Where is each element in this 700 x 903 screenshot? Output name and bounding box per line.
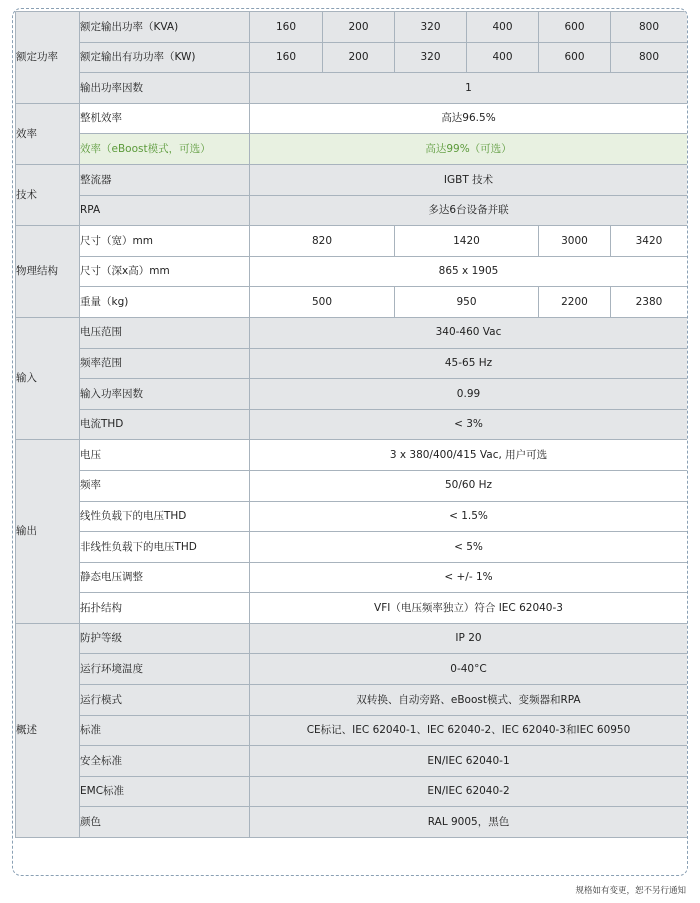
value-cell: 1 <box>250 73 688 104</box>
table-row <box>16 654 688 685</box>
value-cell: 双转换、自动旁路、eBoost模式、变频器和RPA <box>250 685 688 716</box>
row-label: 频率 <box>80 470 250 501</box>
value-cell: 1420 <box>395 226 539 257</box>
row-label: 额定输出有功功率（KW) <box>80 42 250 73</box>
category-cell: 效率 <box>16 103 80 164</box>
row-label: 非线性负载下的电压THD <box>80 532 250 563</box>
table-row <box>16 501 688 532</box>
row-label: 安全标准 <box>80 746 250 777</box>
table-row <box>16 317 688 348</box>
table-row <box>16 623 688 654</box>
value-cell: 800 <box>611 42 688 73</box>
row-label: 颜色 <box>80 807 250 838</box>
table-row <box>16 807 688 838</box>
table-row <box>16 440 688 471</box>
table-row <box>16 12 688 43</box>
table-row <box>16 776 688 807</box>
table-row <box>16 593 688 624</box>
row-label: 标准 <box>80 715 250 746</box>
value-cell: IGBT 技术 <box>250 164 688 195</box>
category-cell: 输入 <box>16 317 80 439</box>
value-cell: 0.99 <box>250 379 688 410</box>
value-cell: 865 x 1905 <box>250 256 688 287</box>
row-label: 线性负载下的电压THD <box>80 501 250 532</box>
table-row <box>16 226 688 257</box>
row-label: 重量（kg) <box>80 287 250 318</box>
value-cell: 200 <box>323 42 395 73</box>
category-cell: 技术 <box>16 164 80 225</box>
value-cell: 160 <box>250 42 323 73</box>
value-cell: 高达96.5% <box>250 103 688 134</box>
row-label: 电压 <box>80 440 250 471</box>
value-cell: 3 x 380/400/415 Vac, 用户可选 <box>250 440 688 471</box>
table-row <box>16 685 688 716</box>
spec-table <box>15 11 688 838</box>
row-label: 输出功率因数 <box>80 73 250 104</box>
value-cell: EN/IEC 62040-1 <box>250 746 688 777</box>
table-row <box>16 409 688 440</box>
value-cell: IP 20 <box>250 623 688 654</box>
value-cell: < +/- 1% <box>250 562 688 593</box>
row-label: 效率（eBoost模式，可选） <box>80 134 250 165</box>
value-cell: 320 <box>395 12 467 43</box>
spec-sheet-frame <box>12 8 688 876</box>
value-cell: 600 <box>539 12 611 43</box>
value-cell: 340-460 Vac <box>250 317 688 348</box>
row-label: 频率范围 <box>80 348 250 379</box>
value-cell: 50/60 Hz <box>250 470 688 501</box>
row-label: RPA <box>80 195 250 226</box>
value-cell: 45-65 Hz <box>250 348 688 379</box>
table-row <box>16 348 688 379</box>
row-label: 运行环境温度 <box>80 654 250 685</box>
value-cell: EN/IEC 62040-2 <box>250 776 688 807</box>
value-cell: CE标记、IEC 62040-1、IEC 62040-2、IEC 62040-3和IEC 60950 <box>250 715 688 746</box>
value-cell: 200 <box>323 12 395 43</box>
footnote: 规格如有变更，恕不另行通知 <box>575 886 686 896</box>
value-cell: 500 <box>250 287 395 318</box>
table-row <box>16 746 688 777</box>
value-cell: 0-40°C <box>250 654 688 685</box>
value-cell: 多达6台设备并联 <box>250 195 688 226</box>
category-cell: 输出 <box>16 440 80 624</box>
value-cell: 950 <box>395 287 539 318</box>
value-cell: 2200 <box>539 287 611 318</box>
table-row <box>16 470 688 501</box>
table-row <box>16 103 688 134</box>
row-label: 防护等级 <box>80 623 250 654</box>
row-label: 静态电压调整 <box>80 562 250 593</box>
value-cell: 400 <box>467 12 539 43</box>
row-label: 输入功率因数 <box>80 379 250 410</box>
table-row <box>16 379 688 410</box>
value-cell: 400 <box>467 42 539 73</box>
value-cell: < 3% <box>250 409 688 440</box>
row-label: EMC标准 <box>80 776 250 807</box>
table-row <box>16 715 688 746</box>
table-row <box>16 532 688 563</box>
table-row <box>16 42 688 73</box>
value-cell: 320 <box>395 42 467 73</box>
row-label: 额定输出功率（KVA) <box>80 12 250 43</box>
value-cell: 3000 <box>539 226 611 257</box>
row-label: 尺寸（深x高）mm <box>80 256 250 287</box>
value-cell: VFI（电压频率独立）符合 IEC 62040-3 <box>250 593 688 624</box>
row-label: 拓扑结构 <box>80 593 250 624</box>
row-label: 电压范围 <box>80 317 250 348</box>
category-cell: 物理结构 <box>16 226 80 318</box>
table-row <box>16 562 688 593</box>
value-cell: 高达99%（可选） <box>250 134 688 165</box>
row-label: 电流THD <box>80 409 250 440</box>
table-row <box>16 73 688 104</box>
row-label: 尺寸（宽）mm <box>80 226 250 257</box>
row-label: 运行模式 <box>80 685 250 716</box>
row-label: 整机效率 <box>80 103 250 134</box>
category-cell: 额定功率 <box>16 12 80 104</box>
table-row <box>16 195 688 226</box>
row-label: 整流器 <box>80 164 250 195</box>
table-row-highlight <box>16 134 688 165</box>
value-cell: 600 <box>539 42 611 73</box>
value-cell: 2380 <box>611 287 688 318</box>
value-cell: 820 <box>250 226 395 257</box>
table-row <box>16 164 688 195</box>
value-cell: < 1.5% <box>250 501 688 532</box>
value-cell: 160 <box>250 12 323 43</box>
value-cell: < 5% <box>250 532 688 563</box>
table-row <box>16 287 688 318</box>
category-cell: 概述 <box>16 623 80 837</box>
value-cell: 800 <box>611 12 688 43</box>
value-cell: 3420 <box>611 226 688 257</box>
table-row <box>16 256 688 287</box>
value-cell: RAL 9005，黑色 <box>250 807 688 838</box>
